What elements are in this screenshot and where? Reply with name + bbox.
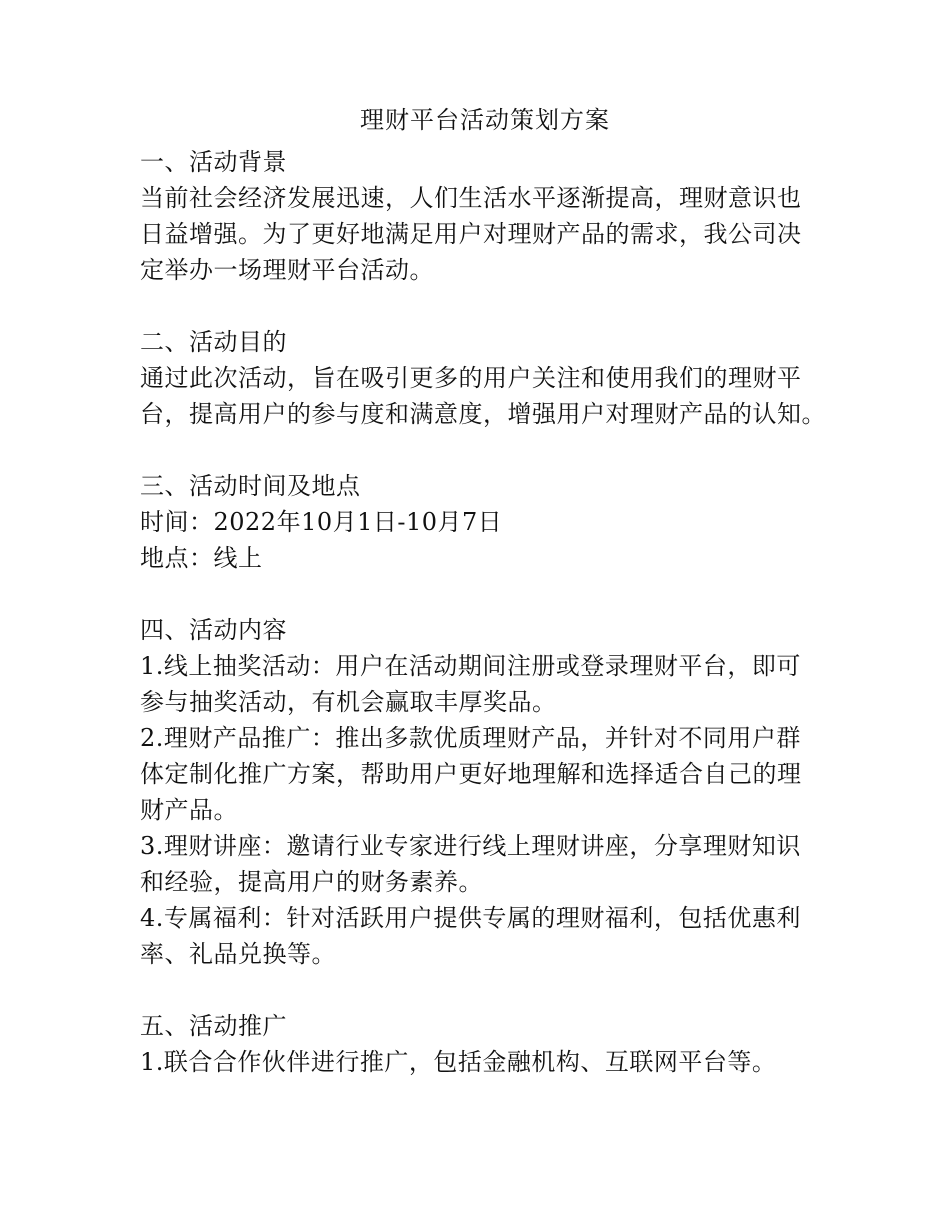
blank-line (140, 432, 830, 468)
blank-line (140, 288, 830, 324)
section-heading: 一、活动背景 (140, 148, 287, 176)
event-place: 地点：线上 (140, 544, 263, 572)
list-item-line: 体定制化推广方案，帮助用户更好地理解和选择适合自己的理 (140, 760, 802, 788)
list-item-line: 和经验，提高用户的财务素养。 (140, 868, 483, 896)
event-time: 时间：2022年10月1日-10月7日 (140, 508, 503, 536)
paragraph-line: 日益增强。为了更好地满足用户对理财产品的需求，我公司决 (140, 220, 802, 248)
section-heading: 四、活动内容 (140, 616, 287, 644)
blank-line (140, 576, 830, 612)
paragraph-line: 通过此次活动，旨在吸引更多的用户关注和使用我们的理财平 (140, 364, 802, 392)
paragraph-line: 台，提高用户的参与度和满意度，增强用户对理财产品的认知。 (140, 400, 826, 428)
section-background (140, 144, 830, 288)
list-item-line: 1.线上抽奖活动：用户在活动期间注册或登录理财平台，即可 (140, 652, 801, 680)
list-item-line: 4.专属福利：针对活跃用户提供专属的理财福利，包括优惠利 (140, 904, 801, 932)
document-page (140, 100, 830, 1080)
list-item-line: 3.理财讲座：邀请行业专家进行线上理财讲座，分享理财知识 (140, 832, 801, 860)
list-item-line: 1.联合合作伙伴进行推广，包括金融机构、互联网平台等。 (140, 1048, 777, 1076)
paragraph-line: 定举办一场理财平台活动。 (140, 256, 434, 284)
list-item-line: 财产品。 (140, 796, 238, 824)
section-heading: 二、活动目的 (140, 328, 287, 356)
section-purpose (140, 324, 830, 432)
list-item-line: 参与抽奖活动，有机会赢取丰厚奖品。 (140, 688, 557, 716)
list-item-line: 2.理财产品推广：推出多款优质理财产品，并针对不同用户群 (140, 724, 801, 752)
list-item-line: 率、礼品兑换等。 (140, 940, 336, 968)
section-content (140, 612, 830, 972)
section-heading: 三、活动时间及地点 (140, 472, 361, 500)
section-promotion (140, 1008, 830, 1080)
paragraph-line: 当前社会经济发展迅速，人们生活水平逐渐提高，理财意识也 (140, 184, 802, 212)
document-title: 理财平台活动策划方案 (360, 106, 610, 134)
section-time-place (140, 468, 830, 576)
blank-line (140, 972, 830, 1008)
section-heading: 五、活动推广 (140, 1012, 287, 1040)
